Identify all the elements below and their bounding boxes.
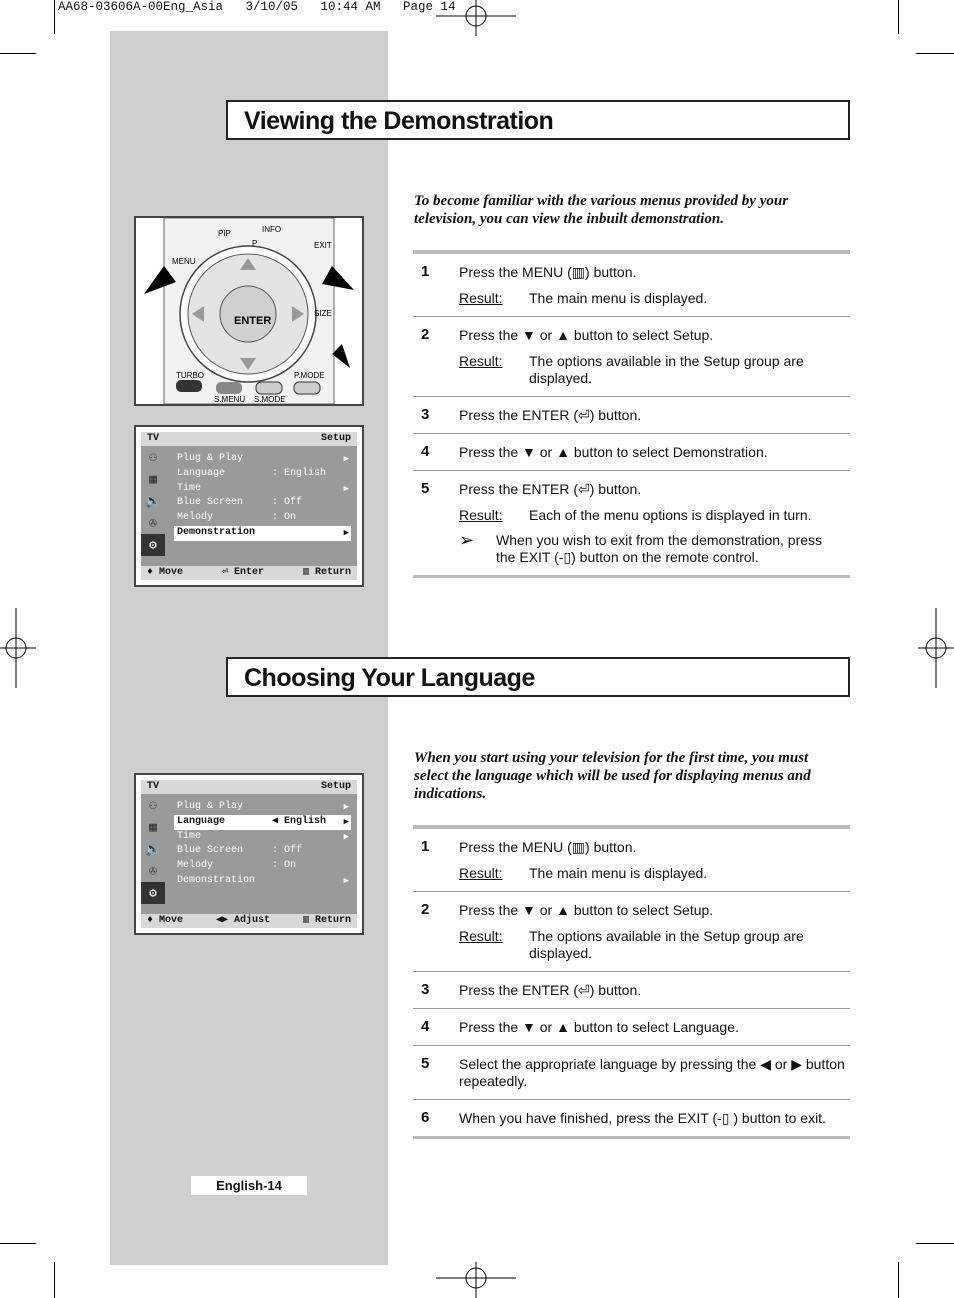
page-number: English-14 (191, 1176, 307, 1195)
picture-icon: ▦ (149, 819, 157, 835)
channel-icon: ✇ (149, 515, 157, 531)
picture-icon: ▦ (149, 471, 157, 487)
osd-menu-item[interactable] (174, 830, 351, 845)
osd-footer-hint: ▥ Return (302, 567, 351, 578)
result-text: The options available in the Setup group are displayed. (529, 353, 804, 386)
result-label: Result: (459, 353, 503, 369)
osd-menu-item[interactable] (174, 859, 351, 874)
osd2-menu-title: Setup (320, 781, 351, 792)
remote-smode-label: S.MODE (254, 395, 286, 404)
osd-item-label: Blue Screen (177, 845, 244, 857)
osd-screen-demonstration (134, 425, 364, 587)
result-label: Result: (459, 865, 503, 881)
step-text: Press the ENTER (⏎) button. (459, 407, 642, 423)
sound-icon: 🔈 (144, 841, 162, 857)
remote-menu-label: MENU (172, 257, 196, 266)
osd-item-value: : English (272, 467, 327, 479)
step-text: When you have finished, press the EXIT (-▯ ) button to exit. (459, 1110, 826, 1126)
result-label: Result: (459, 290, 503, 306)
step-item (413, 892, 850, 972)
step-text: Press the ENTER (⏎) button. (459, 481, 642, 497)
registration-mark-bottom (436, 1262, 516, 1298)
sound-icon: 🔈 (144, 493, 162, 509)
osd-item-value (272, 830, 351, 845)
crop-mark (0, 53, 36, 54)
osd-menu-item[interactable] (174, 467, 351, 482)
plug-icon: ⚇ (149, 449, 157, 465)
osd2-source: TV (147, 781, 160, 792)
step-item (413, 829, 850, 892)
step-item (413, 1100, 850, 1136)
remote-pmode-label: P.MODE (294, 371, 325, 380)
osd-item-value (272, 452, 351, 467)
section1-intro: To become familiar with the various menus provided by your television, you can view the inbuilt demonstration. (414, 193, 789, 227)
remote-exit-label: EXIT (314, 241, 332, 250)
print-header: AA68-03606A-00Eng_Asia 3/10/05 10:44 AM Page 14 (58, 0, 456, 14)
section1-title-box (226, 100, 850, 140)
arrow-right-icon: ▶ (343, 802, 349, 812)
osd-footer-hint: ⏎ Enter (221, 567, 264, 578)
step-text: Press the MENU (▥) button. (459, 264, 637, 280)
section2-steps (413, 825, 850, 1139)
step-number: 4 (421, 443, 430, 460)
osd-item-label: Blue Screen (177, 497, 244, 509)
step-item (413, 1046, 850, 1100)
step-number: 2 (421, 901, 430, 918)
osd-item-value: : Off (272, 845, 303, 857)
result-text: The main menu is displayed. (529, 290, 708, 306)
step-number: 4 (421, 1018, 430, 1035)
registration-mark-left (0, 608, 36, 688)
section2-intro: When you start using your television for the first time, you must select the language which will be used for displaying menus and indications. (414, 750, 811, 802)
osd-item-label: Plug & Play (177, 453, 244, 464)
remote-control-illustration (134, 216, 364, 406)
remote-size-label: SIZE (314, 309, 332, 318)
step-number: 3 (421, 981, 430, 998)
step-item (413, 397, 850, 434)
step-number: 1 (421, 263, 430, 280)
setup-icon: ⚙ (141, 882, 165, 904)
osd-footer-hint: ◀▶ Adjust (215, 915, 271, 926)
step-text: Press the ▼ or ▲ button to select Language. (459, 1019, 739, 1035)
osd-footer-hint: ▥ Return (302, 915, 351, 926)
osd-item-value: : Off (272, 497, 303, 509)
section1-steps (413, 250, 850, 578)
osd-item-label: Melody (177, 860, 214, 872)
step-number: 2 (421, 326, 430, 343)
step-text: Select the appropriate language by pressing the ◀ or ▶ button repeatedly. (459, 1056, 845, 1089)
arrow-right-icon: ▶ (343, 875, 349, 886)
osd-item-label: Melody (177, 512, 214, 524)
result-text: The main menu is displayed. (529, 865, 708, 881)
remote-turbo-label: TURBO (176, 371, 204, 380)
crop-mark (916, 53, 954, 54)
arrow-right-icon: ▶ (343, 454, 349, 464)
osd-item-value (272, 800, 351, 815)
crop-mark (54, 0, 55, 34)
step-text: Press the MENU (▥) button. (459, 839, 637, 855)
osd-item-value (272, 874, 351, 889)
osd-menu-item[interactable] (174, 815, 351, 830)
section2-title: Choosing Your Language (244, 664, 535, 692)
osd2-footer (141, 914, 357, 928)
osd-menu-item[interactable] (174, 874, 351, 889)
result-label: Result: (459, 507, 503, 523)
step-item (413, 972, 850, 1009)
osd1-source: TV (147, 433, 160, 444)
step-item (413, 254, 850, 317)
crop-mark (916, 1243, 954, 1244)
osd-item-value: ◀ English (272, 815, 327, 827)
step-number: 5 (421, 480, 430, 497)
channel-icon: ✇ (149, 863, 157, 879)
osd1-footer (141, 566, 357, 580)
osd-item-value: : On (272, 512, 297, 524)
osd1-menu-title: Setup (320, 433, 351, 444)
osd-footer-hint: ♦ Move (147, 915, 184, 926)
osd-menu-item[interactable] (174, 496, 351, 511)
remote-smenu-label: S.MENU (214, 395, 246, 404)
step-item (413, 317, 850, 397)
section1-title: Viewing the Demonstration (244, 107, 554, 135)
step-text: Press the ENTER (⏎) button. (459, 982, 642, 998)
result-text: The options available in the Setup group are displayed. (529, 928, 804, 961)
osd-menu-item[interactable] (174, 482, 351, 497)
step-number: 3 (421, 406, 430, 423)
osd-menu-item[interactable] (174, 526, 351, 541)
step-item (413, 1009, 850, 1046)
osd-menu-item[interactable] (174, 844, 351, 859)
osd-item-value (272, 526, 351, 541)
arrow-right-icon: ▶ (343, 527, 349, 538)
step-text: Press the ▼ or ▲ button to select Demonstration. (459, 444, 768, 460)
arrow-right-icon: ▶ (343, 831, 349, 842)
remote-p-label: P (252, 239, 258, 248)
note-text: When you wish to exit from the demonstration, press the EXIT (-▯) button on the remote control. (496, 532, 823, 565)
step-number: 1 (421, 838, 430, 855)
osd-menu-item[interactable] (174, 511, 351, 526)
plug-icon: ⚇ (149, 797, 157, 813)
step-item (413, 434, 850, 471)
crop-mark (898, 1262, 899, 1298)
arrow-right-icon: ▶ (343, 483, 349, 494)
osd-footer-hint: ♦ Move (147, 567, 184, 578)
osd-item-label: Plug & Play (177, 801, 244, 812)
registration-mark-right (918, 608, 954, 688)
remote-pip-label: PIP (218, 229, 231, 238)
crop-mark (898, 0, 899, 34)
setup-icon: ⚙ (141, 534, 165, 556)
remote-info-label: INFO (262, 225, 282, 234)
result-text: Each of the menu options is displayed in turn. (529, 507, 812, 523)
section2-title-box (226, 657, 850, 697)
osd-menu-item[interactable] (174, 452, 351, 467)
osd-item-label: Demonstration (177, 874, 256, 886)
osd-item-label: Language (177, 467, 226, 479)
crop-mark (0, 1243, 36, 1244)
osd-item-label: Language (177, 815, 226, 827)
step-text: Press the ▼ or ▲ button to select Setup. (459, 327, 714, 343)
crop-mark (54, 1262, 55, 1298)
osd-screen-language (134, 773, 364, 935)
osd2-menu-list (174, 800, 351, 889)
result-label: Result: (459, 928, 503, 944)
step-number: 6 (421, 1109, 430, 1126)
osd-item-label: Time (177, 482, 202, 494)
arrow-right-icon: ▶ (343, 816, 349, 827)
step-item (413, 471, 850, 575)
note-arrow-icon: ➢ (459, 530, 475, 550)
osd1-menu-list (174, 452, 351, 541)
osd-item-value (272, 482, 351, 497)
step-number: 5 (421, 1055, 430, 1072)
osd-menu-item[interactable] (174, 800, 351, 815)
step-text: Press the ▼ or ▲ button to select Setup. (459, 902, 714, 918)
osd-item-value: : On (272, 860, 297, 872)
osd-item-label: Demonstration (177, 526, 256, 538)
osd-item-label: Time (177, 830, 202, 842)
remote-enter-label: ENTER (234, 315, 272, 327)
